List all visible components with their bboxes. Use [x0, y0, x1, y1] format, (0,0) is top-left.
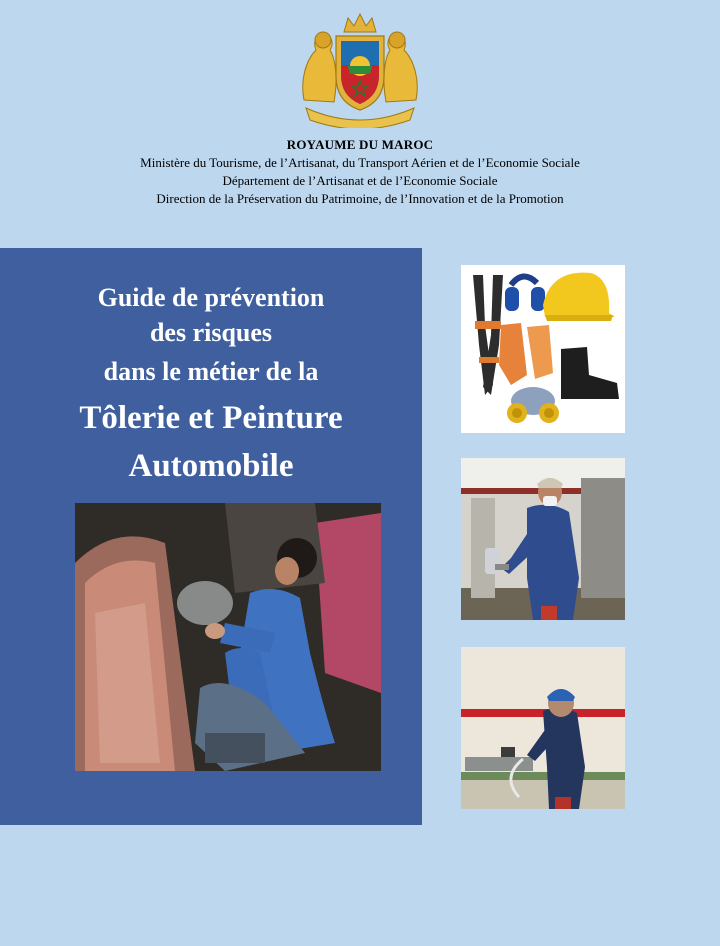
- department-name: Département de l’Artisanat et de l’Economie Sociale: [222, 173, 498, 188]
- welder-photo: [461, 647, 625, 809]
- title-line-3: dans le métier de la: [103, 357, 319, 386]
- title-line-1: Guide de prévention: [97, 283, 325, 312]
- spray-painter-photo: [461, 458, 625, 620]
- title-line-2: des risques: [149, 318, 273, 347]
- worker-sanding-photo: [75, 503, 381, 771]
- direction-name: Direction de la Préservation du Patrimoine, de l’Innovation et de la Promotion: [156, 191, 564, 206]
- kingdom-name: ROYAUME DU MAROC: [286, 137, 434, 152]
- protective-equipment-photo: [461, 265, 625, 433]
- title-line-4: Tôlerie et Peinture: [79, 400, 343, 436]
- header-block: [0, 136, 720, 208]
- coat-of-arms-emblem: [296, 10, 424, 128]
- title-line-5: Automobile: [128, 448, 294, 484]
- ministry-name: Ministère du Tourisme, de l’Artisanat, du Transport Aérien et de l’Economie Sociale: [140, 155, 580, 170]
